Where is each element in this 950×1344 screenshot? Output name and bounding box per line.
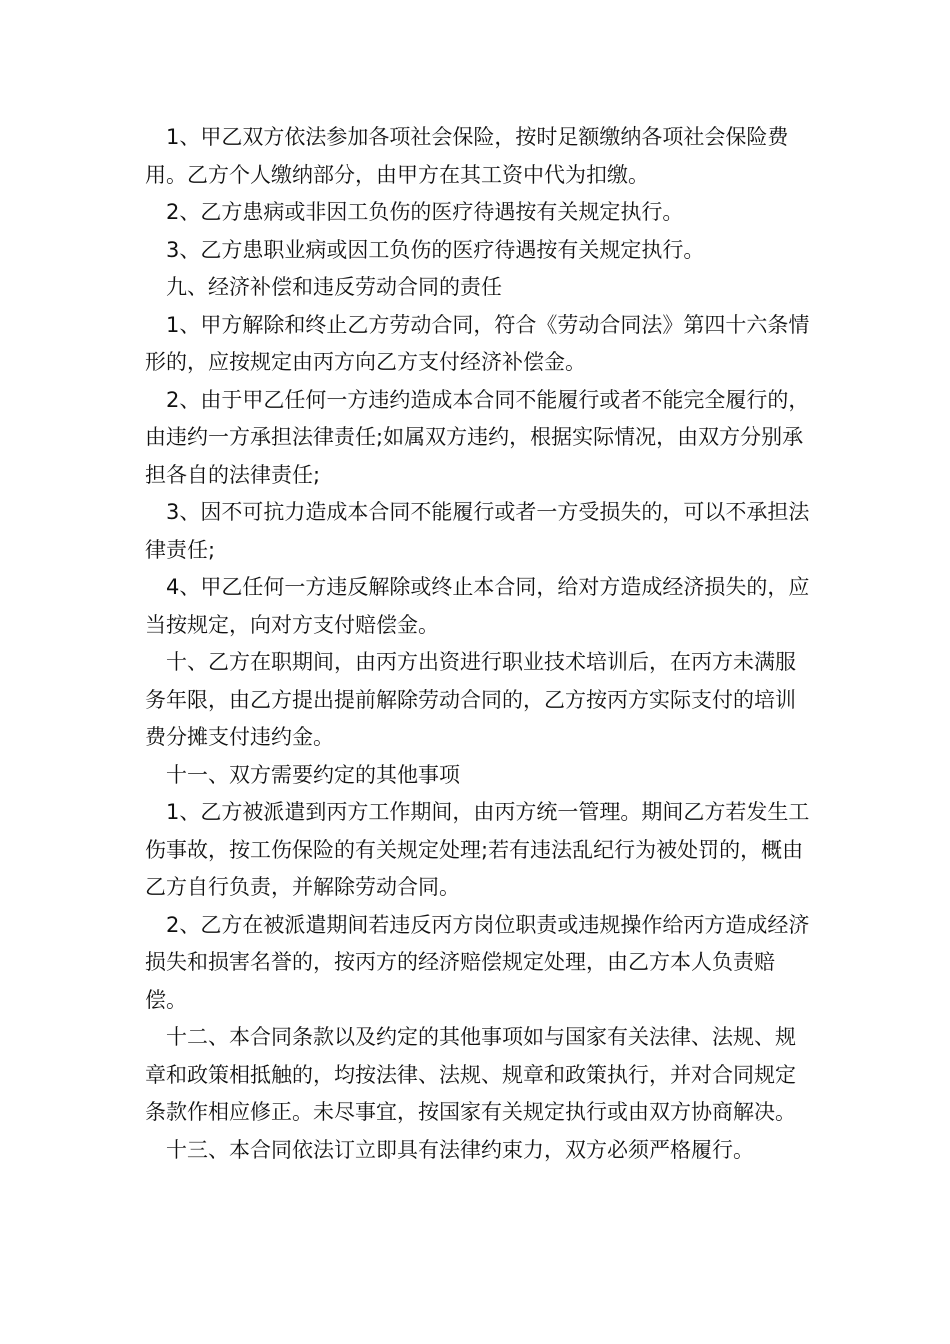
section-ten-training: 十、乙方在职期间，由丙方出资进行职业技术培训后，在丙方未满服务年限，由乙方提出提前解除劳动合同的，乙方按丙方实际支付的培训费分摊支付违约金。 <box>145 650 796 749</box>
paragraph-breach-liability: 2、由于甲乙任何一方违约造成本合同不能履行或者不能完全履行的，由违约一方承担法律责任;如属双方违约，根据实际情况，由双方分别承担各自的法律责任; <box>145 387 810 487</box>
paragraph-dispatch-violation: 2、乙方在被派遣期间若违反丙方岗位职责或违规操作给丙方造成经济损失和损害名誉的，按丙方的经济赔偿规定处理，由乙方本人负责赔偿。 <box>145 912 810 1012</box>
paragraph-damages: 4、甲乙任何一方违反解除或终止本合同，给对方造成经济损失的，应当按规定，向对方支付赔偿金。 <box>145 575 810 637</box>
paragraph-compensation: 1、甲方解除和终止乙方劳动合同，符合《劳动合同法》第四十六条情形的，应按规定由丙方向乙方支付经济补偿金。 <box>145 312 810 374</box>
section-heading-nine: 九、经济补偿和违反劳动合同的责任 <box>166 275 502 299</box>
paragraph-illness-medical: 2、乙方患病或非因工负伤的医疗待遇按有关规定执行。 <box>166 200 684 224</box>
section-heading-eleven: 十一、双方需要约定的其他事项 <box>166 762 460 787</box>
section-twelve-conflict: 十二、本合同条款以及约定的其他事项如与国家有关法律、法规、规章和政策相抵触的，均按法律、法规、规章和政策执行，并对合同规定条款作相应修正。未尽事宜，按国家有关规定执行或由双方协商解决。 <box>145 1025 796 1124</box>
section-thirteen-binding: 十三、本合同依法订立即具有法律约束力，双方必须严格履行。 <box>166 1137 754 1162</box>
paragraph-dispatch-management: 1、乙方被派遣到丙方工作期间，由丙方统一管理。期间乙方若发生工 伤事故，按工伤保险的有关规定处理;若有违法乱纪行为被处罚的，概由乙方自行负责，并解除劳动合同。 <box>145 800 810 899</box>
paragraph-social-insurance: 1、甲乙双方依法参加各项社会保险，按时足额缴纳各项社会保险费用。乙方个人缴纳部分，由甲方在其工资中代为扣缴。 <box>145 125 789 187</box>
document-body <box>145 119 815 1169</box>
paragraph-occupational-medical: 3、乙方患职业病或因工负伤的医疗待遇按有关规定执行。 <box>166 237 705 262</box>
paragraph-force-majeure: 3、因不可抗力造成本合同不能履行或者一方受损失的，可以不承担法律责任; <box>145 500 810 562</box>
